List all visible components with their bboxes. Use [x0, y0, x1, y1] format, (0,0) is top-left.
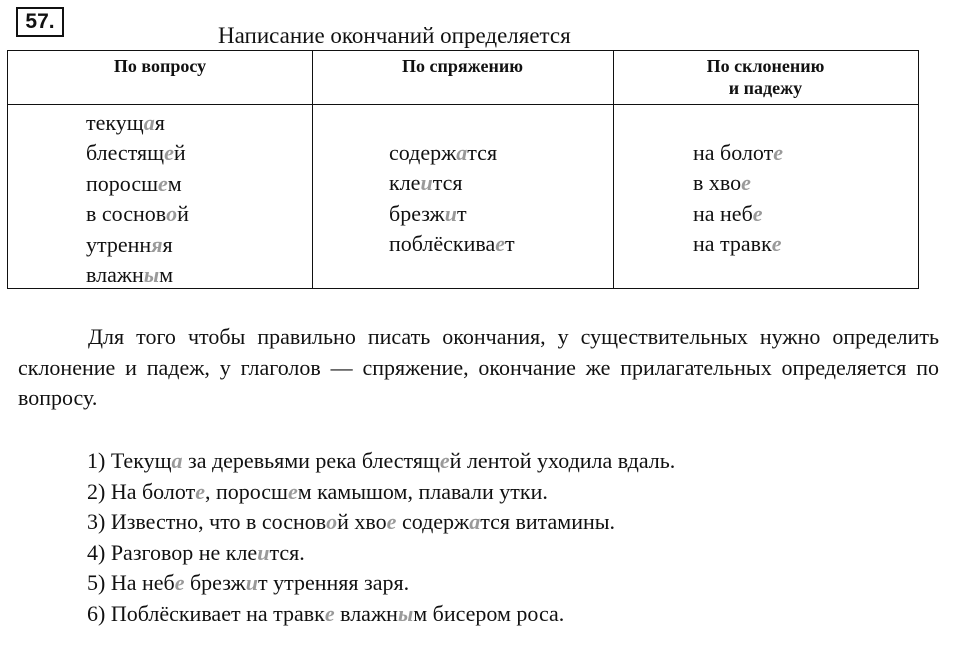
highlighted-ending: ы: [143, 262, 160, 288]
word-part: 5) На неб: [87, 570, 175, 595]
highlighted-ending: и: [444, 200, 457, 226]
table-word: [86, 138, 189, 168]
highlighted-ending: а: [456, 140, 468, 165]
table-word: [693, 138, 783, 168]
word-part: влажн: [334, 600, 398, 626]
highlighted-ending: е: [741, 170, 751, 196]
table-word: [389, 229, 515, 259]
word-part: на неб: [693, 200, 753, 226]
word-part: брезж: [184, 570, 246, 595]
highlighted-ending: и: [420, 170, 433, 196]
header-divider: [8, 104, 918, 105]
highlighted-ending: е: [386, 509, 397, 534]
highlighted-ending: е: [324, 600, 335, 626]
highlighted-ending: е: [287, 478, 298, 504]
word-part: т утренняя заря.: [257, 570, 410, 595]
column-by-conjugation: [389, 138, 515, 260]
highlighted-ending: а: [171, 448, 183, 473]
column-by-declension: [693, 138, 783, 260]
table-word: [389, 138, 515, 168]
highlighted-ending: и: [257, 539, 270, 565]
word-part: я: [162, 231, 173, 257]
table-word: [86, 199, 189, 229]
word-part: 1) Текущ: [87, 448, 172, 473]
word-part: 2) На болот: [87, 478, 196, 504]
word-part: т: [505, 231, 515, 257]
word-part: влажн: [86, 262, 144, 288]
word-part: й: [177, 201, 189, 227]
word-part: 6) Поблёскивает на травк: [87, 600, 325, 626]
word-part: 4) Разговор не кле: [87, 539, 258, 565]
table-caption: Написание окончаний определяется: [218, 23, 571, 48]
table-word: [389, 199, 515, 229]
word-part: в хво: [693, 170, 742, 196]
word-part: м: [159, 262, 174, 288]
sentence-item: [87, 446, 675, 477]
highlighted-ending: и: [245, 570, 258, 595]
highlighted-ending: е: [752, 200, 763, 226]
sentence-item: [87, 599, 675, 630]
highlighted-ending: а: [143, 110, 155, 135]
highlighted-ending: е: [773, 140, 784, 165]
word-part: содерж: [396, 509, 470, 534]
header-by-question: По вопросу: [113, 56, 207, 76]
sentence-item: [87, 538, 675, 569]
rule-paragraph-text: Для того чтобы правильно писать окончания, у существительных нужно определить склонение и падеж, у глаголов — спряжение, окончание же прилагательных определяется по вопросу.: [18, 324, 939, 410]
word-part: блестящ: [86, 140, 165, 166]
table-word: [389, 168, 515, 198]
sentence-item: [87, 477, 675, 508]
word-part: й хво: [337, 509, 387, 534]
highlighted-ending: ы: [397, 600, 414, 626]
table-word: [693, 199, 783, 229]
word-part: в соснов: [86, 201, 167, 227]
highlighted-ending: е: [495, 231, 506, 257]
highlighted-ending: о: [166, 201, 178, 227]
highlighted-ending: о: [326, 509, 338, 534]
word-part: поросш: [86, 170, 159, 196]
word-part: м: [167, 170, 182, 196]
word-part: м камышом, плавали утки.: [297, 478, 548, 504]
highlighted-ending: я: [151, 231, 163, 257]
column-divider: [312, 51, 313, 288]
word-part: утренн: [86, 231, 152, 257]
word-part: тся: [467, 140, 498, 165]
word-part: я: [154, 110, 165, 135]
word-part: на болот: [693, 140, 774, 165]
word-part: й: [173, 140, 186, 166]
word-part: поблёскива: [389, 231, 496, 257]
word-part: тся витамины.: [480, 509, 616, 534]
word-part: кле: [389, 170, 421, 196]
table-word: [86, 230, 189, 260]
exercise-number: 57.: [16, 7, 64, 37]
word-part: тся: [432, 170, 463, 196]
highlighted-ending: е: [164, 140, 174, 166]
word-part: й лентой уходила вдаль.: [449, 448, 676, 473]
word-part: текущ: [86, 110, 144, 135]
table-word: [693, 229, 783, 259]
highlighted-ending: е: [174, 570, 185, 595]
sentence-item: [87, 507, 675, 538]
table-word: [86, 260, 189, 290]
word-part: 3) Известно, что в соснов: [87, 509, 327, 534]
header-by-declension-line1: По склонению: [706, 56, 825, 76]
highlighted-ending: е: [195, 478, 205, 504]
header-by-declension: [613, 55, 918, 99]
header-by-conjugation: По спряжению: [402, 56, 523, 76]
column-by-question: [86, 108, 189, 290]
rule-paragraph: [18, 322, 939, 414]
word-part: м бисером роса.: [413, 600, 565, 626]
table-word: [693, 168, 783, 198]
word-part: т: [456, 200, 467, 226]
highlighted-ending: а: [469, 509, 481, 534]
highlighted-ending: е: [771, 231, 782, 257]
table-word: [86, 169, 189, 199]
word-part: на травк: [693, 231, 772, 257]
table-word: [86, 108, 189, 138]
word-part: тся.: [269, 539, 305, 565]
sentence-item: [87, 568, 675, 599]
highlighted-ending: е: [439, 448, 450, 473]
header-by-declension-line2: и падежу: [728, 78, 803, 98]
word-part: брезж: [389, 200, 445, 226]
sentence-list: [87, 446, 675, 629]
word-part: , поросш: [204, 478, 288, 504]
word-part: содерж: [389, 140, 457, 165]
word-part: за деревьями река блестящ: [182, 448, 440, 473]
endings-table: [7, 50, 919, 289]
highlighted-ending: е: [158, 170, 168, 196]
